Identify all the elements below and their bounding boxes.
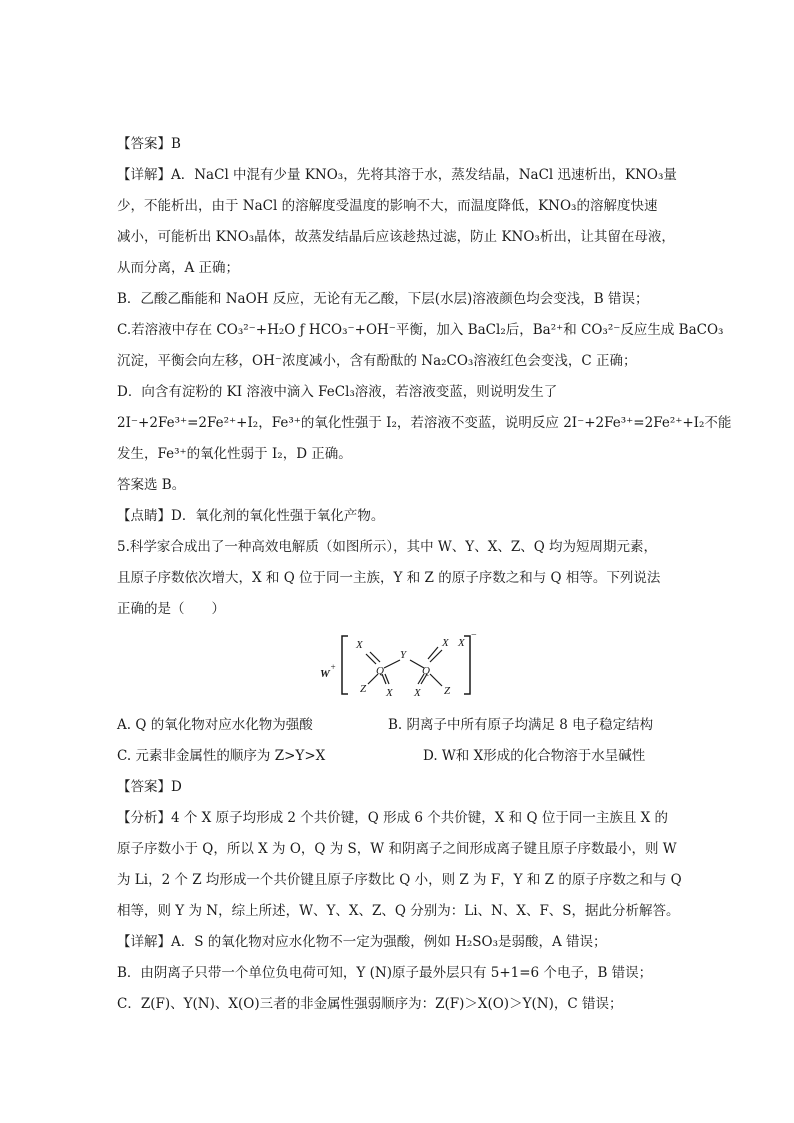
atom-x: X [386,687,393,699]
atom-x: X [442,637,449,649]
text-line: 沉淀，平衡会向左移，OH⁻浓度减小，含有酚酞的 Na₂CO₃溶液红色会变浅，C 正确； [117,353,637,369]
atom-x: X [356,639,363,651]
analysis-line: 【分析】4 个 X 原子均形成 2 个共价键，Q 形成 6 个共价键，X 和 Q 位于同一主族且 X 的 [117,810,669,826]
text-line: 从而分离，A 正确； [117,260,240,276]
analysis-line: 为 Li，2 个 Z 均形成一个共价键且原子序数比 Q 小，则 Z 为 F，Y 和 Z 的原子序数之和与 Q [117,872,682,888]
option-c: C. 元素非金属性的顺序为 Z>Y>X [117,748,326,764]
text-line: 【详解】A．S 的氧化物对应水化物不一定为强酸，例如 H₂SO₃是弱酸，A 错误； [117,934,607,950]
text-line: D．向含有淀粉的 KI 溶液中滴入 FeCl₃溶液，若溶液变蓝，则说明发生了 [117,384,558,400]
text-line: 【详解】A．NaCl 中混有少量 KNO₃，先将其溶于水，蒸发结晶，NaCl 迅速析出，KNO₃量 [117,167,677,183]
answer-label: 【答案】B [117,136,181,152]
atom-x: X [414,687,421,699]
option-a: A. Q 的氧化物对应水化物为强酸 [117,717,313,733]
atom-z: Z [444,685,451,697]
text-line: C．Z(F)、Y(N)、X(O)三者的非金属性强弱顺序为：Z(F)＞X(O)＞Y(N)，C 错误； [117,996,623,1012]
text-line: B．由阴离子只带一个单位负电荷可知，Y (N)原子最外层只有 5+1=6 个电子，B 错误； [117,965,653,981]
answer-label: 【答案】D [117,779,182,795]
analysis-line: 原子序数小于 Q，所以 X 为 O，Q 为 S，W 和阴离子之间形成离子键且原子序数最小，则 W [117,841,677,857]
question-text: 且原子序数依次增大，X 和 Q 位于同一主族，Y 和 Z 的原子序数之和与 Q 相等。下列说法 [117,570,661,586]
text-line: C.若溶液中存在 CO₃²⁻+H₂O ƒ HCO₃⁻+OH⁻平衡，加入 BaCl₂后，Ba²⁺和 CO₃²⁻反应生成 BaCO₃ [117,322,724,338]
anion-charge: − [471,632,477,641]
atom-z: Z [360,683,367,695]
option-b: B. 阴离子中所有原子均满足 8 电子稳定结构 [388,717,654,733]
text-line: 少，不能析出，由于 NaCl 的溶解度受温度的影响不大，而温度降低，KNO₃的溶解度快速 [117,198,658,214]
atom-x: X [458,637,465,649]
question-text: 5.科学家合成出了一种高效电解质（如图所示），其中 W、Y、X、Z、Q 均为短周期元素， [117,539,658,555]
right-bracket [464,636,470,694]
anion-structure-figure [318,632,478,700]
option-d: D. W和 X形成的化合物溶于水呈碱性 [423,748,646,764]
text-line: 发生，Fe³⁺的氧化性弱于 I₂，D 正确。 [117,446,352,462]
text-line: 2I⁻+2Fe³⁺=2Fe²⁺+I₂，Fe³⁺的氧化性强于 I₂，若溶液不变蓝，说明反应 2I⁻+2Fe³⁺=2Fe²⁺+I₂不能 [117,415,732,431]
cation-charge: + [330,662,337,672]
analysis-line: 相等，则 Y 为 N，综上所述，W、Y、X、Z、Q 分别为：Li、N、X、F、S，据此分析解答。 [117,903,680,919]
atom-q: Q [376,665,384,677]
question-text: 正确的是（ ） [117,601,225,617]
left-bracket [342,636,348,694]
cation-symbol: W [320,668,330,680]
text-line: 答案选 B。 [117,477,186,493]
tip-line: 【点睛】D．氧化剂的氧化性强于氧化产物。 [117,508,385,524]
atom-y: Y [400,649,407,661]
atom-q: Q [422,665,430,677]
text-line: B．乙酸乙酯能和 NaOH 反应，无论有无乙酸，下层(水层)溶液颜色均会变浅，B 错误； [117,291,649,307]
text-line: 减小，可能析出 KNO₃晶体，故蒸发结晶后应该趁热过滤，防止 KNO₃析出，让其留在母液， [117,229,675,245]
